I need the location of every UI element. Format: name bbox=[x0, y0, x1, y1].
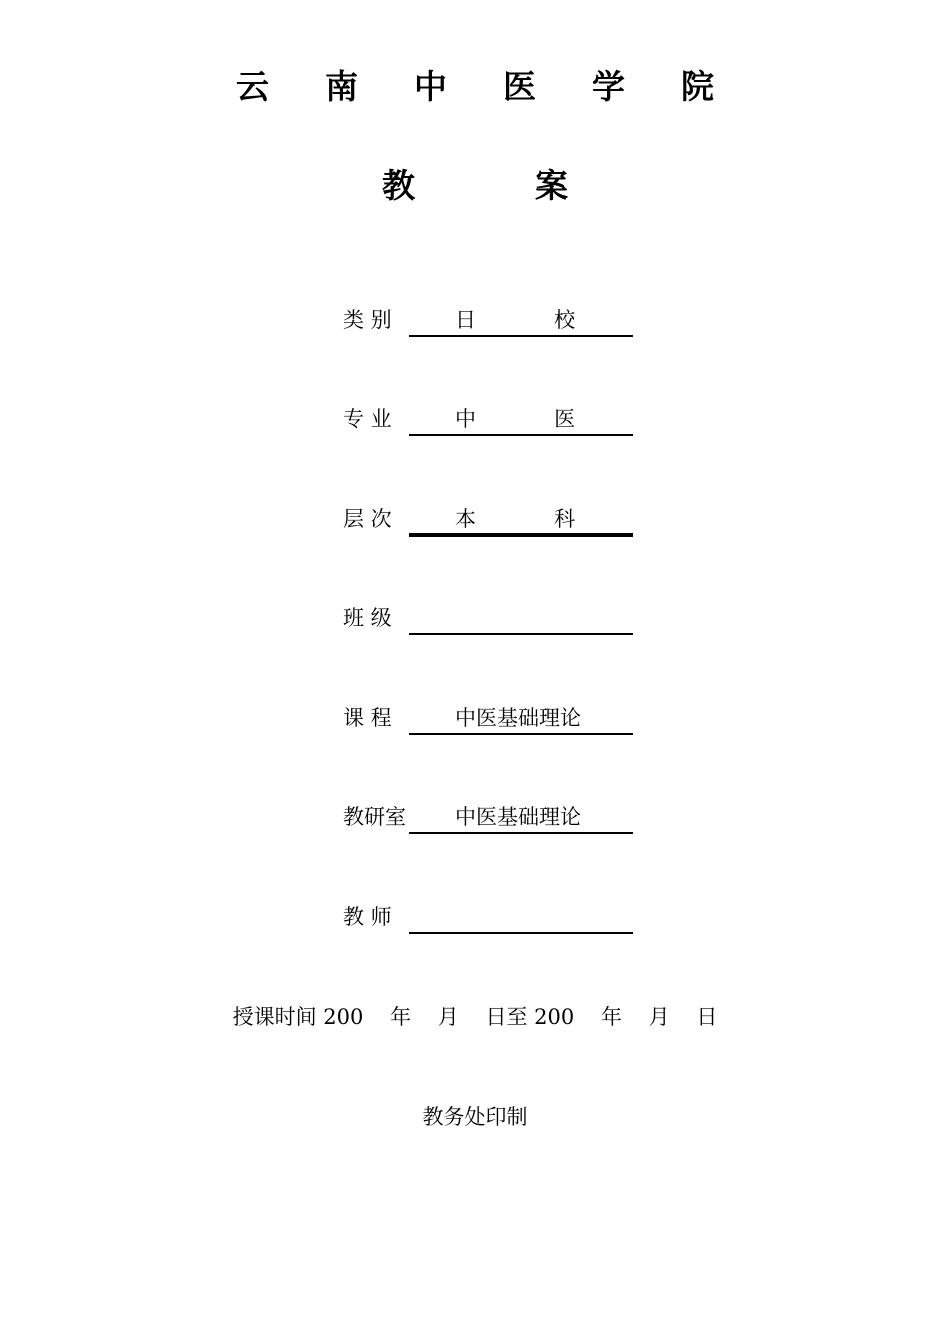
field-value: 中医基础理论 bbox=[455, 805, 581, 829]
institution-char: 学 bbox=[592, 67, 625, 106]
field-label: 类 别 bbox=[343, 308, 392, 332]
field-label: 课 程 bbox=[343, 706, 392, 730]
title-char: 案 bbox=[535, 166, 568, 205]
field-label: 班 级 bbox=[343, 606, 392, 630]
field-label: 层 次 bbox=[343, 507, 392, 531]
field-underline bbox=[409, 604, 633, 635]
field-label: 教 师 bbox=[343, 905, 392, 929]
institution-char: 院 bbox=[681, 67, 714, 106]
title-char: 教 bbox=[382, 166, 415, 205]
field-label: 教研室 bbox=[343, 805, 406, 829]
institution-name bbox=[0, 62, 950, 112]
institution-char: 南 bbox=[325, 67, 358, 106]
institution-char: 云 bbox=[236, 67, 269, 106]
printer-note: 教务处印制 bbox=[422, 1105, 528, 1129]
teaching-time-line: 授课时间 200 年 月 日至 200 年 月 日 bbox=[232, 1005, 718, 1029]
field-value: 日 校 bbox=[455, 308, 611, 332]
institution-char: 医 bbox=[503, 67, 536, 106]
field-value: 本 科 bbox=[455, 507, 611, 531]
field-value: 中医基础理论 bbox=[455, 706, 581, 730]
field-label: 专 业 bbox=[343, 407, 392, 431]
institution-char: 中 bbox=[414, 67, 447, 106]
field-value: 中 医 bbox=[455, 407, 611, 431]
document-title bbox=[0, 161, 950, 211]
field-underline bbox=[409, 903, 633, 934]
